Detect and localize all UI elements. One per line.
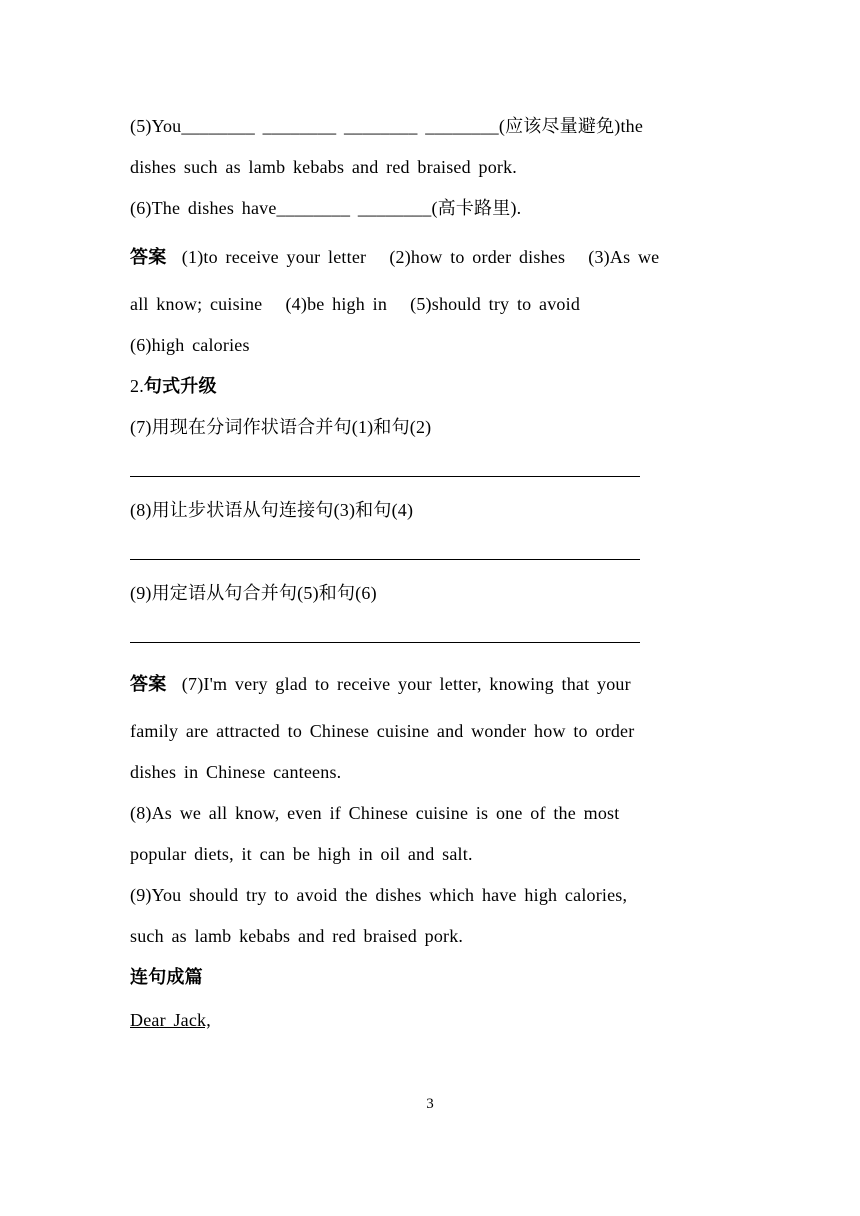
letter-greeting: Dear Jack, bbox=[130, 1010, 211, 1030]
answer-block-2-line-1 bbox=[130, 673, 631, 696]
exercise-5-line-1: (5)You________ ________ ________ ________(应该尽量避免)the bbox=[130, 116, 644, 136]
answer-label: 答案 bbox=[130, 674, 167, 695]
answer-block-2-line-4: (8)As we all know, even if Chinese cuisine is one of the most bbox=[130, 803, 620, 823]
answer-block-2-line-7: such as lamb kebabs and red braised pork. bbox=[130, 926, 464, 946]
answer-block-2-line-2: family are attracted to Chinese cuisine and wonder how to order bbox=[130, 721, 635, 741]
answer-text: (1)to receive your letter (2)how to order dishes (3)As we bbox=[166, 247, 660, 267]
answer-block-2-line-6: (9)You should try to avoid the dishes which have high calories, bbox=[130, 885, 628, 905]
answer-block-2-line-5: popular diets, it can be high in oil and salt. bbox=[130, 844, 473, 864]
task-9: (9)用定语从句合并句(5)和句(6) bbox=[130, 583, 377, 603]
task-7: (7)用现在分词作状语合并句(1)和句(2) bbox=[130, 417, 432, 437]
section-heading-sentence-upgrade bbox=[130, 375, 217, 398]
answer-block-2-line-3: dishes in Chinese canteens. bbox=[130, 762, 342, 782]
answer-block-1-line-1 bbox=[130, 246, 659, 269]
answer-text: (7)I'm very glad to receive your letter, knowing that your bbox=[166, 674, 631, 694]
answer-blank-line-8 bbox=[130, 559, 640, 560]
section-title: 句式升级 bbox=[143, 376, 217, 397]
exercise-5-line-2: dishes such as lamb kebabs and red braised pork. bbox=[130, 157, 518, 177]
answer-label: 答案 bbox=[130, 247, 167, 268]
section-heading-compose: 连句成篇 bbox=[130, 967, 203, 988]
page-number: 3 bbox=[426, 1096, 434, 1112]
section-number: 2. bbox=[130, 376, 144, 396]
answer-blank-line-9 bbox=[130, 642, 640, 643]
answer-block-1-line-3: (6)high calories bbox=[130, 335, 250, 355]
answer-blank-line-7 bbox=[130, 476, 640, 477]
task-8: (8)用让步状语从句连接句(3)和句(4) bbox=[130, 500, 414, 520]
answer-block-1-line-2: all know; cuisine (4)be high in (5)should try to avoid bbox=[130, 294, 581, 314]
exercise-6-line: (6)The dishes have________ ________(高卡路里). bbox=[130, 198, 522, 218]
